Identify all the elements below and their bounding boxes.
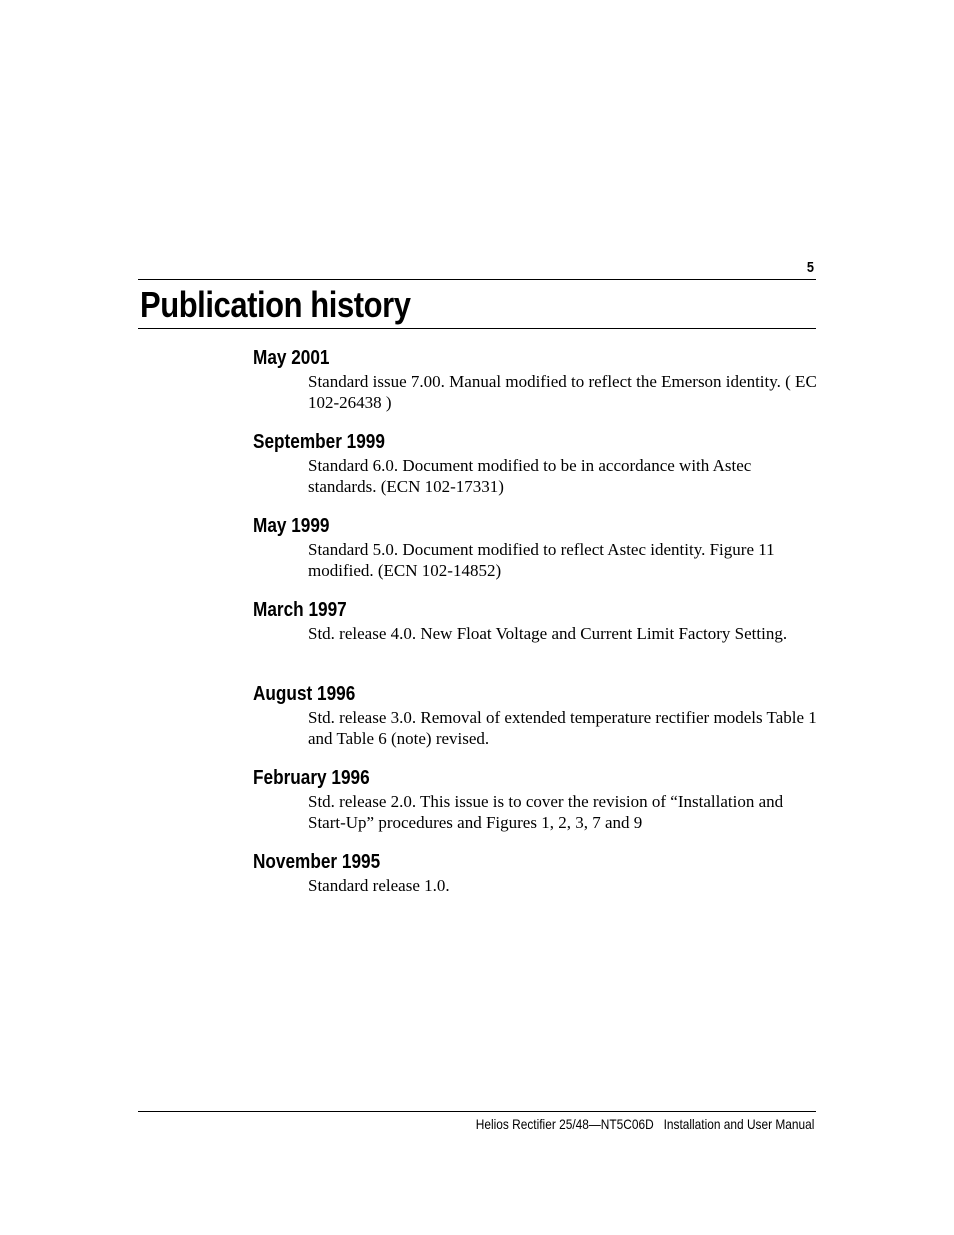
entry-description: Std. release 4.0. New Float Voltage and Current Limit Factory Setting. xyxy=(308,624,788,643)
header-rule xyxy=(138,279,816,280)
publication-history-list xyxy=(253,345,816,933)
entry-description: Standard 5.0. Document modified to reflect Astec identity. Figure 11 modified. (ECN 102-14852) xyxy=(308,540,775,580)
entry-date: March 1997 xyxy=(253,599,347,621)
entry-description: Standard 6.0. Document modified to be in accordance with Astec standards. (ECN 102-17331) xyxy=(308,456,752,496)
title-rule xyxy=(138,328,816,329)
footer-manual-title: Helios Rectifier 25/48—NT5C06D Installation and User Manual xyxy=(475,1116,814,1132)
entry-date: May 2001 xyxy=(253,347,330,369)
entry-description: Standard issue 7.00. Manual modified to reflect the Emerson identity. ( EC 102-26438 ) xyxy=(308,372,817,412)
history-entry xyxy=(253,849,816,933)
page-title: Publication history xyxy=(140,284,411,325)
entry-date: September 1999 xyxy=(253,431,385,453)
entry-date: May 1999 xyxy=(253,515,330,537)
history-entry xyxy=(253,429,816,513)
entry-description: Standard release 1.0. xyxy=(308,876,450,895)
footer-rule xyxy=(138,1111,816,1112)
history-entry xyxy=(253,765,816,849)
entry-date: February 1996 xyxy=(253,767,370,789)
entry-date: November 1995 xyxy=(253,851,381,873)
entry-description: Std. release 3.0. Removal of extended temperature rectifier models Table 1 and Table 6 (note) revised. xyxy=(308,708,817,748)
entry-description: Std. release 2.0. This issue is to cover the revision of “Installation and Start-Up” procedures and Figures 1, 2, 3, 7 and 9 xyxy=(308,792,784,832)
history-entry xyxy=(253,345,816,429)
history-entry xyxy=(253,513,816,597)
page-number: 5 xyxy=(806,259,814,276)
entry-date: August 1996 xyxy=(253,683,356,705)
history-entry xyxy=(253,597,816,681)
history-entry xyxy=(253,681,816,765)
